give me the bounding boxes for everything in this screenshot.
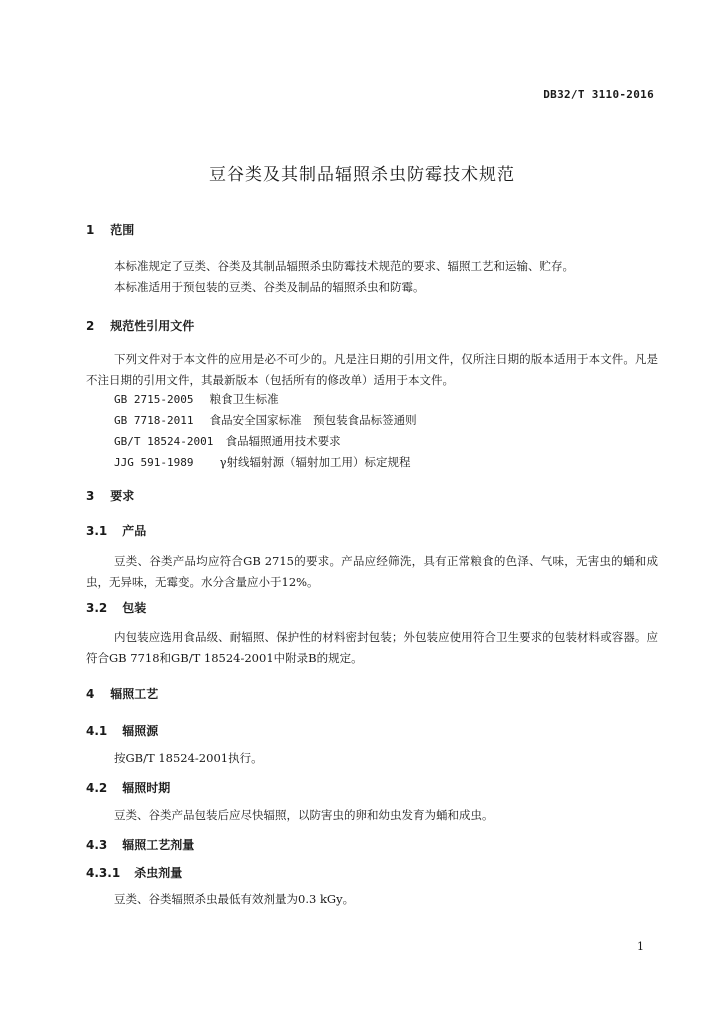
section-title: 辐照时期 [122, 781, 171, 795]
section-number: 4.3 [86, 838, 108, 852]
reference-code: GB 7718-2011 [114, 414, 194, 427]
standard-code: DB32/T 3110-2016 [543, 88, 654, 101]
section-4-heading [86, 685, 158, 702]
section-number: 4 [86, 687, 95, 701]
section-4-3-1-heading [86, 864, 182, 881]
product-paragraph: 豆类、谷类产品均应符合GB 2715的要求。产品应经筛洗，具有正常粮食的色泽、气味，无害虫的蛹和成虫，无异味，无霉变。水分含量应小于12%。 [86, 554, 658, 589]
scope-paragraph-1: 本标准规定了豆类、谷类及其制品辐照杀虫防霉技术规范的要求、辐照工艺和运输、贮存。 [114, 259, 574, 273]
section-title: 辐照工艺剂量 [122, 838, 195, 852]
section-4-2-heading [86, 779, 170, 796]
reference-name: 食品安全国家标准 预包装食品标签通则 [209, 413, 417, 427]
section-1-heading [86, 221, 134, 238]
reference-item [114, 389, 279, 410]
section-number: 4.3.1 [86, 866, 121, 880]
section-4-3-heading [86, 836, 194, 853]
section-title: 包装 [122, 601, 147, 615]
section-3-heading [86, 487, 134, 504]
section-3-2-heading [86, 599, 146, 616]
reference-name: 粮食卫生标准 [209, 392, 279, 406]
section-title: 规范性引用文件 [110, 319, 195, 333]
section-2-heading [86, 317, 194, 334]
irradiation-timing-paragraph: 豆类、谷类产品包装后应尽快辐照，以防害虫的卵和幼虫发育为蛹和成虫。 [114, 808, 494, 822]
section-number: 4.1 [86, 724, 108, 738]
radiation-source-paragraph: 按GB/T 18524-2001执行。 [114, 751, 263, 765]
section-number: 3.1 [86, 524, 108, 538]
section-number: 1 [86, 223, 95, 237]
scope-paragraph-2: 本标准适用于预包装的豆类、谷类及制品的辐照杀虫和防霉。 [114, 280, 425, 294]
reference-code: JJG 591-1989 [114, 456, 194, 469]
section-number: 2 [86, 319, 95, 333]
section-title: 辐照源 [122, 724, 159, 738]
section-3-1-heading [86, 522, 146, 539]
page-number: 1 [637, 940, 644, 953]
reference-code: GB/T 18524-2001 [114, 435, 214, 448]
references-intro: 下列文件对于本文件的应用是必不可少的。凡是注日期的引用文件，仅所注日期的版本适用于本文件。凡是不注日期的引用文件，其最新版本（包括所有的修改单）适用于本文件。 [86, 352, 658, 387]
reference-item [114, 410, 417, 431]
document-title: 豆谷类及其制品辐照杀虫防霉技术规范 [209, 165, 515, 185]
reference-name: 食品辐照通用技术要求 [225, 434, 341, 448]
section-number: 4.2 [86, 781, 108, 795]
section-title: 杀虫剂量 [134, 866, 183, 880]
section-title: 范围 [110, 223, 135, 237]
section-number: 3.2 [86, 601, 108, 615]
section-title: 辐照工艺 [110, 687, 159, 701]
section-title: 要求 [110, 489, 135, 503]
reference-name: γ射线辐射源（辐射加工用）标定规程 [219, 455, 411, 469]
section-number: 3 [86, 489, 95, 503]
section-4-1-heading [86, 722, 158, 739]
reference-item [114, 431, 341, 452]
reference-code: GB 2715-2005 [114, 393, 194, 406]
reference-item [114, 452, 411, 473]
packaging-paragraph: 内包装应选用食品级、耐辐照、保护性的材料密封包装；外包装应使用符合卫生要求的包装材料或容器。应符合GB 7718和GB/T 18524-2001中附录B的规定。 [86, 630, 658, 665]
section-title: 产品 [122, 524, 147, 538]
insecticidal-dose-paragraph: 豆类、谷类辐照杀虫最低有效剂量为0.3 kGy。 [114, 892, 355, 906]
